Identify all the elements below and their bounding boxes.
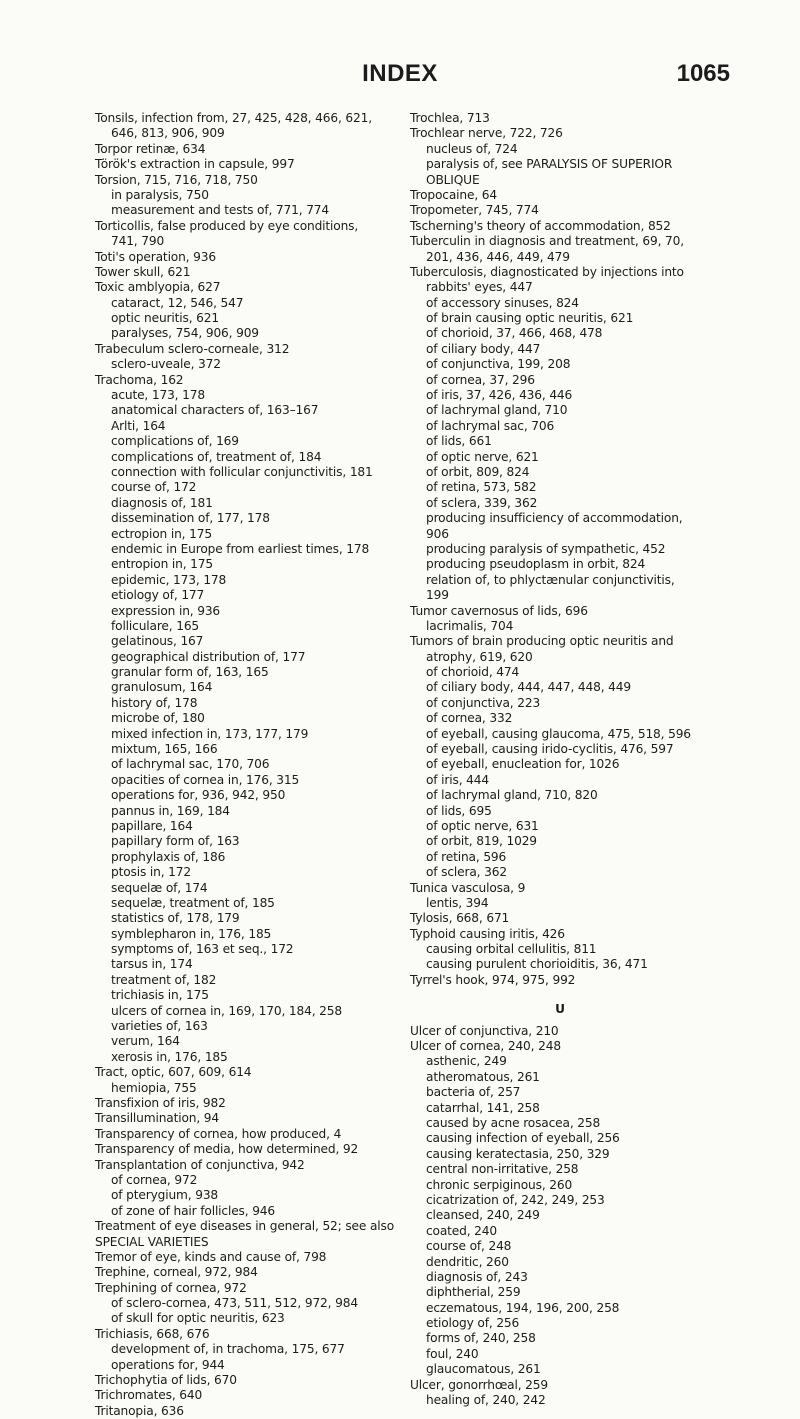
index-entry: Tylosis, 668, 671 bbox=[410, 911, 510, 926]
index-entry: Transplantation of conjunctiva, 942 bbox=[95, 1157, 305, 1172]
index-entry: of lids, 661 bbox=[426, 434, 492, 449]
index-entry: symptoms of, 163 et seq., 172 bbox=[111, 942, 294, 957]
index-entry: atheromatous, 261 bbox=[426, 1069, 540, 1084]
index-entry: paralysis of, see PARALYSIS OF SUPERIOR bbox=[426, 157, 673, 172]
index-entry: entropion in, 175 bbox=[111, 557, 213, 572]
index-entry: of conjunctiva, 223 bbox=[426, 695, 541, 710]
index-entry: 199 bbox=[426, 588, 449, 603]
index-entry: Trichiasis, 668, 676 bbox=[95, 1326, 210, 1341]
index-entry: of cornea, 332 bbox=[426, 711, 513, 726]
index-entry: Tuberculin in diagnosis and treatment, 69, 70, bbox=[410, 234, 684, 249]
index-entry: papillary form of, 163 bbox=[111, 834, 240, 849]
index-entry: symblepharon in, 176, 185 bbox=[111, 926, 272, 941]
index-entry: producing insufficiency of accommodation, bbox=[426, 511, 683, 526]
index-entry: verum, 164 bbox=[111, 1034, 180, 1049]
index-entry: of sclero-cornea, 473, 511, 512, 972, 984 bbox=[111, 1296, 358, 1311]
index-entry: of lachrymal sac, 170, 706 bbox=[111, 757, 270, 772]
section-letter: U bbox=[555, 1002, 565, 1017]
index-entry: in paralysis, 750 bbox=[111, 187, 209, 202]
index-entry: Tropocaine, 64 bbox=[410, 187, 497, 202]
index-entry: producing pseudoplasm in orbit, 824 bbox=[426, 557, 646, 572]
index-entry: Tuberculosis, diagnosticated by injections into bbox=[410, 264, 684, 279]
index-entry: 906 bbox=[426, 526, 449, 541]
index-entry: tarsus in, 174 bbox=[111, 957, 193, 972]
index-entry: 646, 813, 906, 909 bbox=[111, 126, 225, 141]
index-entry: mixtum, 165, 166 bbox=[111, 742, 218, 757]
index-entry: treatment of, 182 bbox=[111, 972, 217, 987]
index-entry: of chorioid, 474 bbox=[426, 665, 520, 680]
index-entry: prophylaxis of, 186 bbox=[111, 849, 226, 864]
index-entry: gelatinous, 167 bbox=[111, 634, 204, 649]
index-entry: course of, 248 bbox=[426, 1239, 512, 1254]
index-entry: of orbit, 819, 1029 bbox=[426, 834, 537, 849]
index-entry: producing paralysis of sympathetic, 452 bbox=[426, 541, 666, 556]
index-entry: of ciliary body, 447 bbox=[426, 341, 541, 356]
index-entry: healing of, 240, 242 bbox=[426, 1393, 546, 1408]
index-entry: of zone of hair follicles, 946 bbox=[111, 1203, 276, 1218]
index-entry: Torsion, 715, 716, 718, 750 bbox=[95, 172, 258, 187]
index-entry: forms of, 240, 258 bbox=[426, 1331, 536, 1346]
index-entry: coated, 240 bbox=[426, 1223, 497, 1238]
index-entry: Typhoid causing iritis, 426 bbox=[410, 926, 565, 941]
page-header bbox=[0, 60, 800, 100]
index-entry: development of, in trachoma, 175, 677 bbox=[111, 1342, 345, 1357]
index-entry: Tritanopia, 636 bbox=[95, 1403, 184, 1418]
index-entry: ectropion in, 175 bbox=[111, 526, 212, 541]
index-entry: Tyrrel's hook, 974, 975, 992 bbox=[410, 972, 576, 987]
index-entry: rabbits' eyes, 447 bbox=[426, 280, 533, 295]
index-entry: of eyeball, enucleation for, 1026 bbox=[426, 757, 620, 772]
index-entry: Toti's operation, 936 bbox=[95, 249, 216, 264]
index-entry: of eyeball, causing glaucoma, 475, 518, 596 bbox=[426, 726, 691, 741]
index-entry: 741, 790 bbox=[111, 234, 165, 249]
index-entry: operations for, 944 bbox=[111, 1357, 225, 1372]
index-entry: microbe of, 180 bbox=[111, 711, 205, 726]
index-entry: of retina, 596 bbox=[426, 849, 507, 864]
index-entry: bacteria of, 257 bbox=[426, 1085, 521, 1100]
index-entry: of brain causing optic neuritis, 621 bbox=[426, 311, 634, 326]
index-entry: expression in, 936 bbox=[111, 603, 221, 618]
index-entry: Trachoma, 162 bbox=[95, 372, 184, 387]
index-entry: Tract, optic, 607, 609, 614 bbox=[95, 1065, 252, 1080]
index-entry: papillare, 164 bbox=[111, 818, 193, 833]
index-entry: history of, 178 bbox=[111, 695, 198, 710]
index-entry: central non-irritative, 258 bbox=[426, 1162, 579, 1177]
index-entry: operations for, 936, 942, 950 bbox=[111, 788, 286, 803]
index-entry: Treatment of eye diseases in general, 52; see also bbox=[95, 1219, 395, 1234]
index-entry: catarrhal, 141, 258 bbox=[426, 1100, 540, 1115]
index-entry: Trichophytia of lids, 670 bbox=[95, 1373, 237, 1388]
index-entry: Trichromates, 640 bbox=[95, 1388, 203, 1403]
index-entry: eczematous, 194, 196, 200, 258 bbox=[426, 1300, 620, 1315]
index-entry: ulcers of cornea in, 169, 170, 184, 258 bbox=[111, 1003, 342, 1018]
index-entry: Tumors of brain producing optic neuritis and bbox=[410, 634, 674, 649]
index-entry: complications of, treatment of, 184 bbox=[111, 449, 322, 464]
index-entry: of skull for optic neuritis, 623 bbox=[111, 1311, 285, 1326]
index-entry: Tower skull, 621 bbox=[95, 264, 191, 279]
index-entry: sclero-uveale, 372 bbox=[111, 357, 221, 372]
index-entry: hemiopia, 755 bbox=[111, 1080, 197, 1095]
index-entry: of eyeball, causing irido-cyclitis, 476, 597 bbox=[426, 742, 674, 757]
index-entry: course of, 172 bbox=[111, 480, 197, 495]
index-entry: nucleus of, 724 bbox=[426, 141, 518, 156]
index-entry: caused by acne rosacea, 258 bbox=[426, 1116, 601, 1130]
index-entry: of lachrymal gland, 710 bbox=[426, 403, 568, 418]
index-entry: geographical distribution of, 177 bbox=[111, 649, 306, 664]
index-entry: causing keratectasia, 250, 329 bbox=[426, 1146, 610, 1161]
index-entry: of accessory sinuses, 824 bbox=[426, 295, 579, 310]
index-entry: connection with follicular conjunctivitis, 181 bbox=[111, 464, 373, 479]
index-entry: cataract, 12, 546, 547 bbox=[111, 295, 244, 310]
index-entry: of cornea, 972 bbox=[111, 1172, 198, 1187]
index-entry: of chorioid, 37, 466, 468, 478 bbox=[426, 326, 603, 341]
index-entry: foul, 240 bbox=[426, 1346, 479, 1361]
index-entry: cleansed, 240, 249 bbox=[426, 1208, 540, 1223]
index-entry: glaucomatous, 261 bbox=[426, 1362, 541, 1377]
index-entry: Transfixion of iris, 982 bbox=[95, 1096, 226, 1110]
index-entry: granulosum, 164 bbox=[111, 680, 213, 695]
index-entry: of lachrymal gland, 710, 820 bbox=[426, 788, 598, 803]
index-entry: Torticollis, false produced by eye conditions, bbox=[95, 218, 359, 233]
index-entry: acute, 173, 178 bbox=[111, 388, 205, 403]
index-entry: of iris, 37, 426, 436, 446 bbox=[426, 388, 573, 403]
index-entry: sequelæ, treatment of, 185 bbox=[111, 895, 275, 910]
index-entry: paralyses, 754, 906, 909 bbox=[111, 326, 259, 341]
index-column-right bbox=[410, 111, 710, 1408]
index-entry: diagnosis of, 181 bbox=[111, 495, 213, 510]
index-entry: Toxic amblyopia, 627 bbox=[95, 280, 221, 295]
index-entry: of iris, 444 bbox=[426, 772, 489, 787]
index-entry: of sclera, 362 bbox=[426, 865, 507, 880]
index-entry: Tropometer, 745, 774 bbox=[410, 203, 539, 218]
index-entry: Török's extraction in capsule, 997 bbox=[95, 157, 295, 172]
index-entry: diphtherial, 259 bbox=[426, 1285, 521, 1300]
index-entry: lentis, 394 bbox=[426, 895, 489, 910]
index-entry: Tumor cavernosus of lids, 696 bbox=[410, 603, 588, 618]
index-entry: atrophy, 619, 620 bbox=[426, 649, 533, 664]
index-entry: Transillumination, 94 bbox=[95, 1111, 219, 1126]
index-entry: of orbit, 809, 824 bbox=[426, 464, 530, 479]
index-entry: endemic in Europe from earliest times, 178 bbox=[111, 541, 370, 556]
index-entry: dendritic, 260 bbox=[426, 1254, 509, 1269]
index-entry: of lids, 695 bbox=[426, 803, 492, 818]
index-entry: Tunica vasculosa, 9 bbox=[410, 880, 526, 895]
index-entry: anatomical characters of, 163–167 bbox=[111, 403, 319, 418]
index-entry: Transparency of cornea, how produced, 4 bbox=[95, 1126, 342, 1141]
index-entry: SPECIAL VARIETIES bbox=[95, 1234, 209, 1249]
index-entry: sequelæ of, 174 bbox=[111, 880, 208, 895]
index-entry: Tscherning's theory of accommodation, 852 bbox=[410, 218, 671, 233]
index-entry: causing orbital cellulitis, 811 bbox=[426, 942, 597, 957]
index-entry: Ulcer, gonorrhœal, 259 bbox=[410, 1377, 548, 1392]
index-entry: of optic nerve, 631 bbox=[426, 818, 539, 833]
index-entry: of ciliary body, 444, 447, 448, 449 bbox=[426, 680, 631, 695]
index-entry: chronic serpiginous, 260 bbox=[426, 1177, 573, 1192]
index-entry: Tremor of eye, kinds and cause of, 798 bbox=[95, 1249, 327, 1264]
index-entry: granular form of, 163, 165 bbox=[111, 665, 269, 680]
index-entry: Trephining of cornea, 972 bbox=[95, 1280, 247, 1295]
index-entry: 201, 436, 446, 449, 479 bbox=[426, 249, 570, 264]
index-entry: etiology of, 177 bbox=[111, 588, 205, 603]
index-entry: relation of, to phlyctænular conjunctivitis, bbox=[426, 572, 675, 587]
index-entry: Trabeculum sclero-corneale, 312 bbox=[95, 341, 290, 356]
index-entry: etiology of, 256 bbox=[426, 1316, 520, 1331]
index-entry: asthenic, 249 bbox=[426, 1054, 507, 1069]
index-entry: Transparency of media, how determined, 92 bbox=[95, 1142, 359, 1157]
page-title: INDEX bbox=[362, 60, 438, 87]
index-entry: complications of, 169 bbox=[111, 434, 239, 449]
index-entry: varieties of, 163 bbox=[111, 1019, 208, 1034]
index-entry: optic neuritis, 621 bbox=[111, 311, 219, 326]
index-entry: dissemination of, 177, 178 bbox=[111, 511, 270, 526]
index-entry: Ulcer of conjunctiva, 210 bbox=[410, 1023, 559, 1038]
index-entry: of conjunctiva, 199, 208 bbox=[426, 357, 571, 372]
index-entry: ptosis in, 172 bbox=[111, 865, 191, 880]
index-entry: Trephine, corneal, 972, 984 bbox=[95, 1265, 258, 1280]
index-entry: pannus in, 169, 184 bbox=[111, 803, 230, 818]
index-entry: xerosis in, 176, 185 bbox=[111, 1049, 228, 1064]
index-entry: opacities of cornea in, 176, 315 bbox=[111, 772, 300, 787]
index-entry: of optic nerve, 621 bbox=[426, 449, 539, 464]
index-entry: Trochlear nerve, 722, 726 bbox=[410, 126, 563, 141]
index-entry: OBLIQUE bbox=[426, 172, 480, 187]
index-entry: measurement and tests of, 771, 774 bbox=[111, 203, 330, 218]
index-entry: cicatrization of, 242, 249, 253 bbox=[426, 1192, 605, 1207]
index-entry: mixed infection in, 173, 177, 179 bbox=[111, 726, 309, 741]
index-entry: of cornea, 37, 296 bbox=[426, 372, 535, 387]
index-entry: trichiasis in, 175 bbox=[111, 988, 209, 1003]
index-entry: of retina, 573, 582 bbox=[426, 480, 537, 495]
index-entry: epidemic, 173, 178 bbox=[111, 572, 227, 587]
index-entry: lacrimalis, 704 bbox=[426, 618, 514, 633]
index-entry: Ulcer of cornea, 240, 248 bbox=[410, 1039, 561, 1054]
index-entry: of pterygium, 938 bbox=[111, 1188, 219, 1203]
index-entry: folliculare, 165 bbox=[111, 618, 200, 633]
page-number: 1065 bbox=[676, 60, 730, 87]
index-entry: Tonsils, infection from, 27, 425, 428, 466, 621, bbox=[95, 111, 372, 125]
index-entry: causing purulent chorioiditis, 36, 471 bbox=[426, 957, 648, 972]
index-entry: Torpor retinæ, 634 bbox=[95, 141, 206, 156]
index-entry: Trochlea, 713 bbox=[410, 111, 490, 125]
index-entry: diagnosis of, 243 bbox=[426, 1269, 528, 1284]
index-column-left bbox=[95, 111, 395, 1419]
index-entry: of sclera, 339, 362 bbox=[426, 495, 538, 510]
index-entry: of lachrymal sac, 706 bbox=[426, 418, 555, 433]
index-entry: Arlti, 164 bbox=[111, 418, 166, 433]
index-entry: statistics of, 178, 179 bbox=[111, 911, 240, 926]
index-entry: causing infection of eyeball, 256 bbox=[426, 1131, 620, 1146]
